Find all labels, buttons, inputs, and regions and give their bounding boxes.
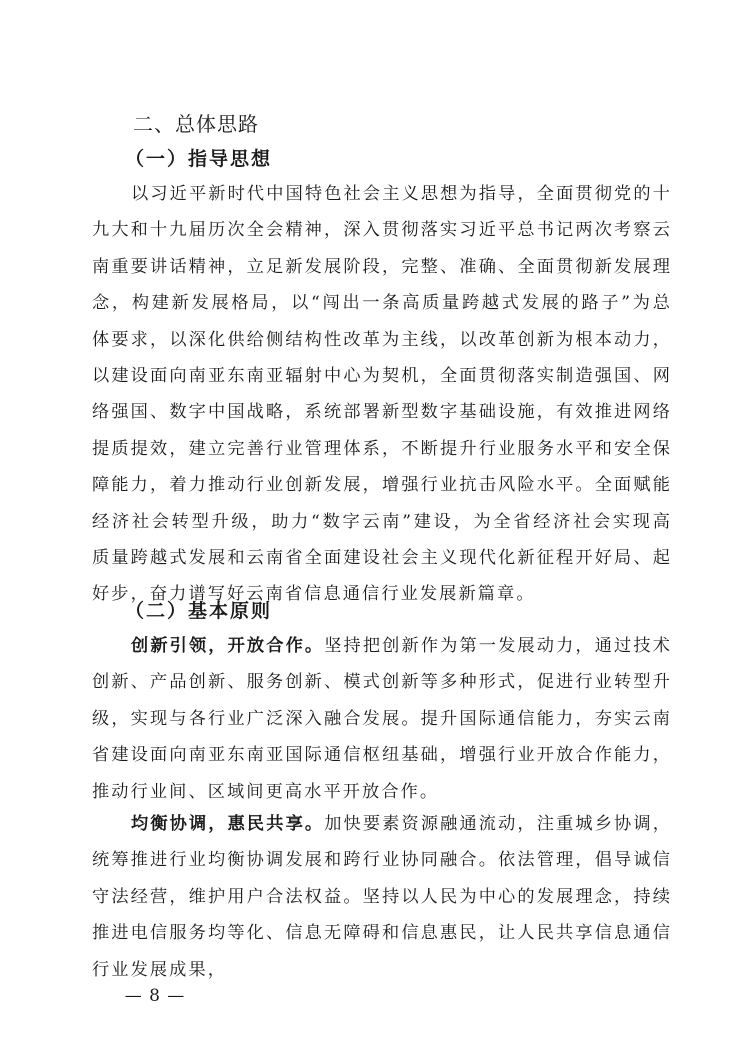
subsection-heading-basic-principles: （二）基本原则 — [125, 600, 273, 622]
paragraph-lead: 创新引领，开放合作。 — [131, 636, 325, 656]
paragraph-innovation-openness — [92, 628, 672, 810]
paragraph-guiding-ideology — [92, 176, 672, 613]
paragraph-lead: 均衡协调，惠民共享。 — [131, 814, 325, 834]
paragraph-balance-sharing — [92, 806, 672, 988]
subsection-heading-guiding-ideology: （一）指导思想 — [125, 148, 273, 170]
paragraph-text: 加快要素资源融通流动，注重城乡协调，统筹推进行业均衡协调发展和跨行业协同融合。依法管理，倡导诚信守法经营，维护用户合法权益。坚持以人民为中心的发展理念，持续推进电信服务均等化、信息无障碍和信息惠民，让人民共享信息通信行业发展成果， — [92, 814, 672, 980]
paragraph-text: 以习近平新时代中国特色社会主义思想为指导，全面贯彻党的十九大和十九届历次全会精神，深入贯彻落实习近平总书记两次考察云南重要讲话精神，立足新发展阶段，完整、准确、全面贯彻新发展理念，构建新发展格局，以“闯出一条高质量跨越式发展的路子”为总体要求，以深化供给侧结构性改革为主线，以改革创新为根本动力，以建设面向南亚东南亚辐射中心为契机，全面贯彻落实制造强国、网络强国、数字中国战略，系统部署新型数字基础设施，有效推进网络提质提效，建立完善行业管理体系，不断提升行业服务水平和安全保障能力，着力推动行业创新发展，增强行业抗击风险水平。全面赋能经济社会转型升级，助力“数字云南”建设，为全省经济社会实现高质量跨越式发展和云南省全面建设社会主义现代化新征程开好局、起好步，奋力谱写好云南省信息通信行业发展新篇章。 — [92, 184, 672, 605]
page-number: — 8 — — [124, 986, 186, 1006]
paragraph-text: 坚持把创新作为第一发展动力，通过技术创新、产品创新、服务创新、模式创新等多种形式，促进行业转型升级，实现与各行业广泛深入融合发展。提升国际通信能力，夯实云南省建设面向南亚东南亚国际通信枢纽基础，增强行业开放合作能力，推动行业间、区域间更高水平开放合作。 — [92, 636, 672, 802]
section-heading: 二、总体思路 — [133, 112, 259, 136]
